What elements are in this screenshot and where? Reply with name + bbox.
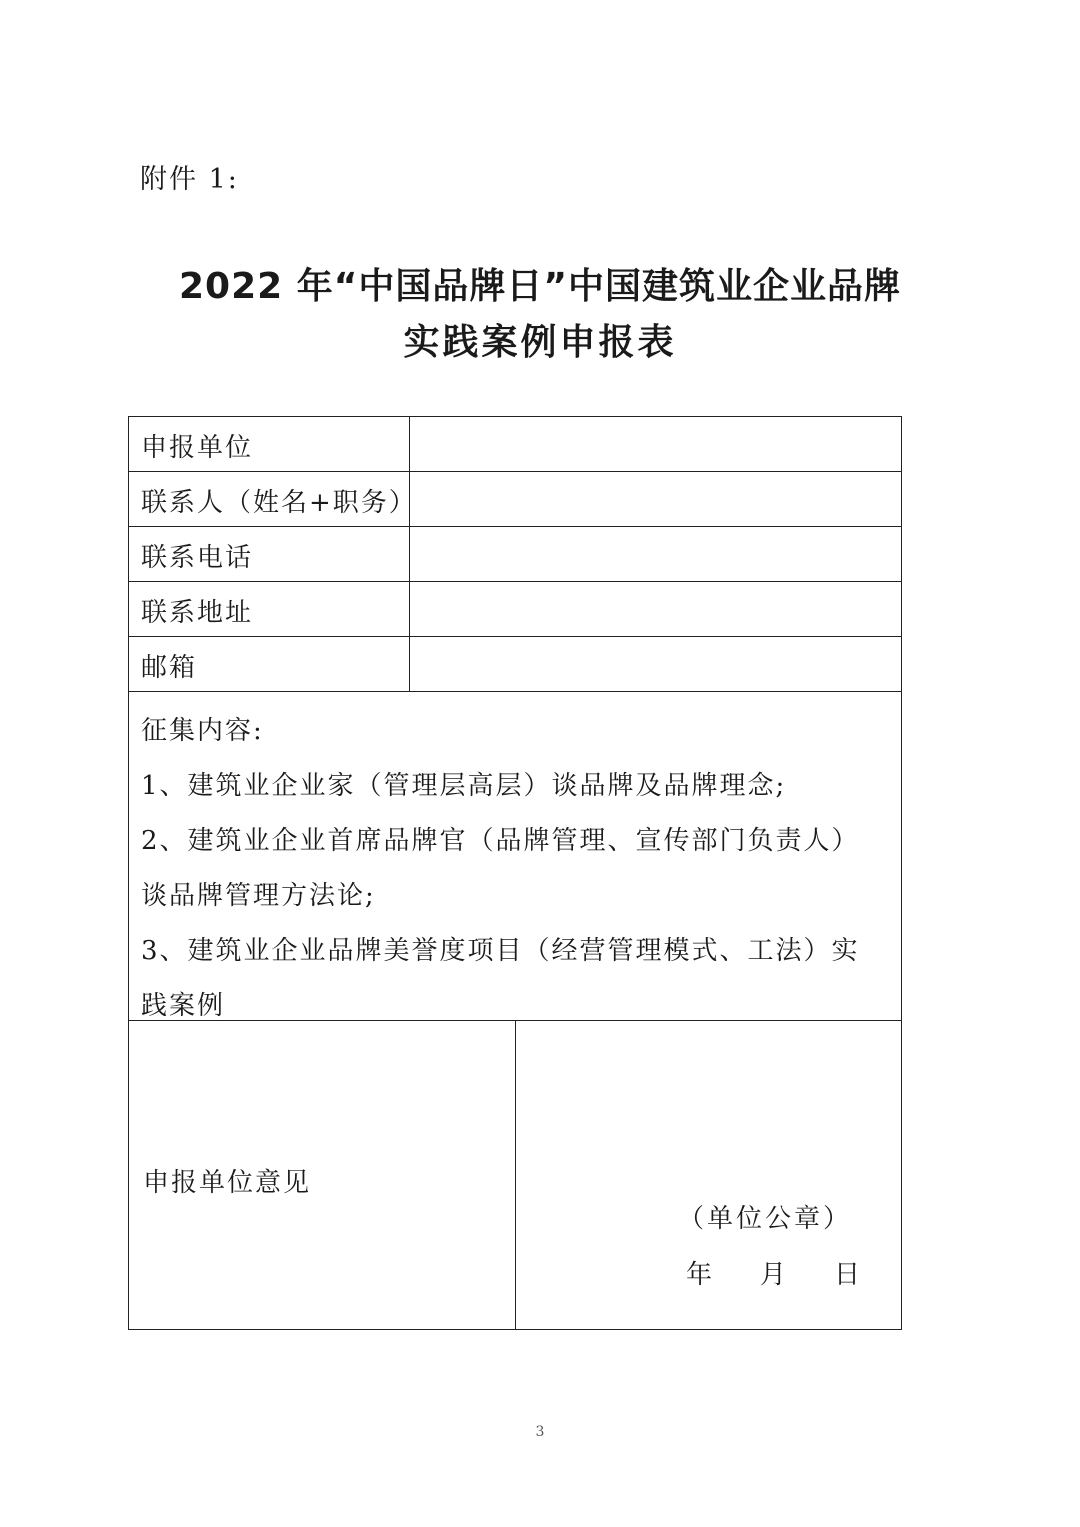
email-field[interactable] — [409, 637, 901, 691]
date-month-label: 月 — [760, 1260, 787, 1290]
date-day-label: 日 — [834, 1260, 861, 1290]
date-year-label: 年 — [686, 1260, 713, 1290]
form-row-applicant-unit — [129, 417, 901, 472]
form-row-contact-person — [129, 472, 901, 527]
opinion-label: 申报单位意见 — [143, 1168, 312, 1198]
seal-placeholder-text: （单位公章） — [678, 1204, 853, 1234]
row-label-applicant-unit: 申报单位 — [141, 433, 254, 463]
application-form-table — [128, 416, 902, 1330]
row-label-contact-person: 联系人（姓名+职务） — [141, 488, 417, 518]
opinion-signature-cell[interactable] — [516, 1021, 901, 1329]
row-label-contact-phone: 联系电话 — [141, 543, 254, 573]
row-label-email: 邮箱 — [141, 653, 198, 683]
collection-content-section — [129, 692, 901, 1021]
collection-item: 践案例 — [141, 991, 226, 1021]
form-row-contact-address — [129, 582, 901, 637]
collection-item: 1、建筑业企业家（管理层高层）谈品牌及品牌理念; — [141, 771, 787, 801]
attachment-label: 附件 1: — [140, 164, 239, 195]
page-number: 3 — [535, 1424, 545, 1440]
form-row-contact-phone — [129, 527, 901, 582]
contact-phone-field[interactable] — [409, 527, 901, 581]
collection-item: 谈品牌管理方法论; — [141, 881, 376, 911]
collection-item: 2、建筑业企业首席品牌官（品牌管理、宣传部门负责人） — [141, 826, 860, 856]
contact-person-field[interactable] — [409, 472, 901, 526]
date-line — [686, 1255, 860, 1295]
form-row-email — [129, 637, 901, 692]
opinion-label-cell — [129, 1021, 516, 1329]
collection-item: 3、建筑业企业品牌美誉度项目（经营管理模式、工法）实 — [141, 936, 860, 966]
row-label-contact-address: 联系地址 — [141, 598, 254, 628]
collection-heading: 征集内容: — [141, 716, 264, 746]
applicant-unit-field[interactable] — [409, 417, 901, 471]
form-title-line-2: 实践案例申报表 — [403, 322, 677, 363]
form-title-line-1: 2022 年“中国品牌日”中国建筑业企业品牌 — [178, 266, 902, 307]
contact-address-field[interactable] — [409, 582, 901, 636]
